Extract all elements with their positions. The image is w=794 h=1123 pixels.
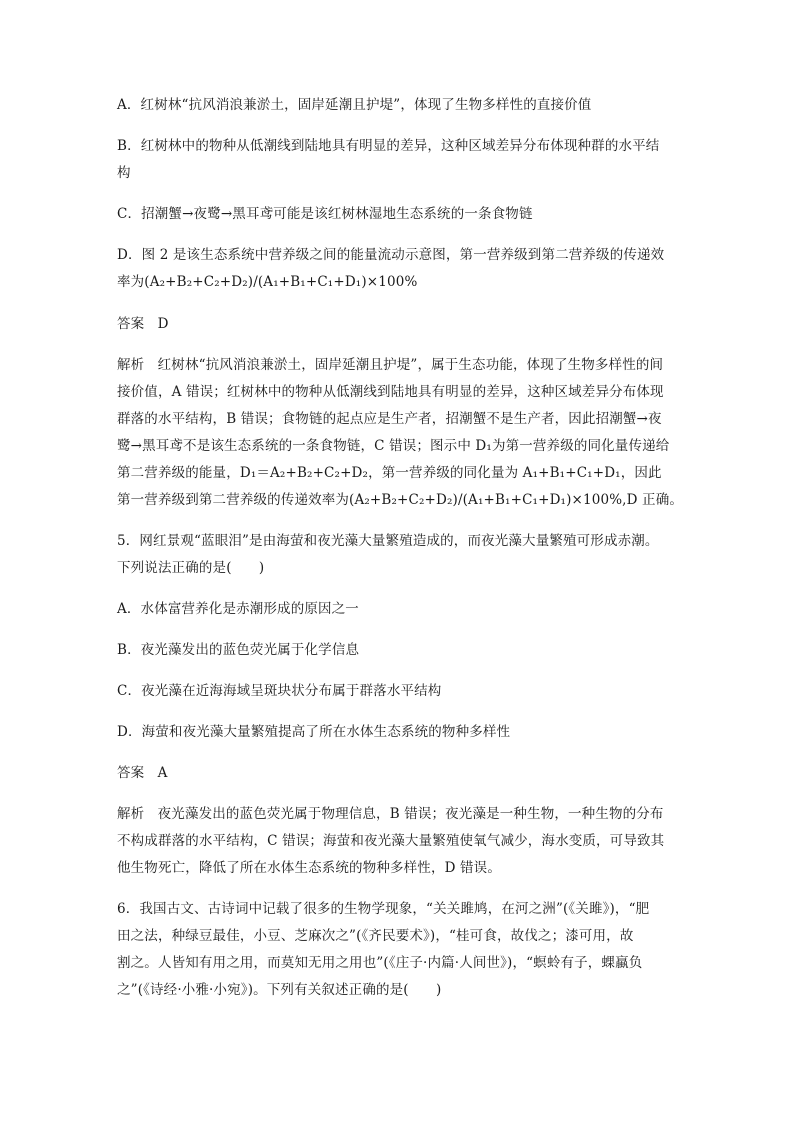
analysis-label: 解析 <box>117 806 145 822</box>
q4-option-c: C．招潮蟹→夜鹭→黑耳鸢可能是该红树林湿地生态系统的一条食物链 <box>117 206 533 222</box>
q5-stem-line2: 下列说法正确的是( ) <box>117 560 265 576</box>
q5-stem-line1: 5．网红景观“蓝眼泪”是由海萤和夜光藻大量繁殖造成的，而夜光藻大量繁殖可形成赤潮。 <box>117 533 659 549</box>
q6-stem-line1: 6．我国古文、古诗词中记载了很多的生物学现象，“关关雎鸠，在河之洲”(《关雎》)，“肥 <box>117 901 650 917</box>
q4-analysis-line6: 第一营养级到第二营养级的传递效率为(A₂+B₂+C₂+D₂)/(A₁+B₁+C₁+D₁)×100%,D 正确。 <box>117 492 683 508</box>
q5-analysis-line2: 不构成群落的水平结构，C 错误；海萤和夜光藻大量繁殖使氧气减少，海水变质，可导致其 <box>117 833 665 849</box>
answer-label: 答案 <box>117 765 145 781</box>
q4-analysis-line4: 鹭→黑耳鸢不是该生态系统的一条食物链，C 错误；图示中 D₁为第一营养级的同化量传递给 <box>117 438 670 454</box>
q6-stem-line3: 割之。人皆知有用之用，而莫知无用之用也”(《庄子·内篇·人间世》)，“螟蛉有子，蜾蠃负 <box>117 955 643 971</box>
analysis-label: 解析 <box>117 357 145 373</box>
q4-answer <box>117 315 169 333</box>
q4-option-b-line1: B．红树林中的物种从低潮线到陆地具有明显的差异，这种区域差异分布体现种群的水平结 <box>117 138 660 154</box>
answer-label: 答案 <box>117 316 145 332</box>
q4-option-a: A．红树林“抗风消浪兼淤土，固岸延潮且护堤”，体现了生物多样性的直接价值 <box>117 97 592 113</box>
q4-analysis-line3: 群落的水平结构，B 错误；食物链的起点应是生产者，招潮蟹不是生产者，因此招潮蟹→夜 <box>117 411 662 427</box>
q4-analysis-line1 <box>117 356 663 374</box>
analysis-text: 红树林“抗风消浪兼淤土，固岸延潮且护堤”，属于生态功能，体现了生物多样性的间 <box>157 357 664 373</box>
q6-stem-line4: 之”(《诗经·小雅·小宛》)。下列有关叙述正确的是( ) <box>117 982 442 998</box>
q5-option-c: C．夜光藻在近海海域呈斑块状分布属于群落水平结构 <box>117 683 442 699</box>
q5-option-a: A．水体富营养化是赤潮形成的原因之一 <box>117 601 359 617</box>
analysis-text: 夜光藻发出的蓝色荧光属于物理信息，B 错误；夜光藻是一种生物，一种生物的分布 <box>157 806 664 822</box>
q4-analysis-line2: 接价值，A 错误；红树林中的物种从低潮线到陆地具有明显的差异，这种区域差异分布体现 <box>117 384 664 400</box>
q5-analysis-line3: 他生物死亡，降低了所在水体生态系统的物种多样性，D 错误。 <box>117 860 501 876</box>
q5-answer <box>117 764 168 782</box>
answer-value: D <box>157 316 169 332</box>
q5-analysis-line1 <box>117 805 664 823</box>
q5-option-d: D．海萤和夜光藻大量繁殖提高了所在水体生态系统的物种多样性 <box>117 724 511 740</box>
q4-analysis-line5: 第二营养级的能量，D₁＝A₂+B₂+C₂+D₂，第一营养级的同化量为 A₁+B₁+C₁+D₁，因此 <box>117 465 662 481</box>
answer-value: A <box>157 765 168 781</box>
q4-option-b-line2: 构 <box>117 165 131 181</box>
q6-stem-line2: 田之法，种绿豆最佳，小豆、芝麻次之”(《齐民要术》)，“桂可食，故伐之；漆可用，故 <box>117 928 634 944</box>
q4-option-d-line2: 率为(A₂+B₂+C₂+D₂)/(A₁+B₁+C₁+D₁)×100% <box>117 274 418 290</box>
q5-option-b: B．夜光藻发出的蓝色荧光属于化学信息 <box>117 642 360 658</box>
q4-option-d-line1: D．图 2 是该生态系统中营养级之间的能量流动示意图，第一营养级到第二营养级的传递效 <box>117 247 665 263</box>
